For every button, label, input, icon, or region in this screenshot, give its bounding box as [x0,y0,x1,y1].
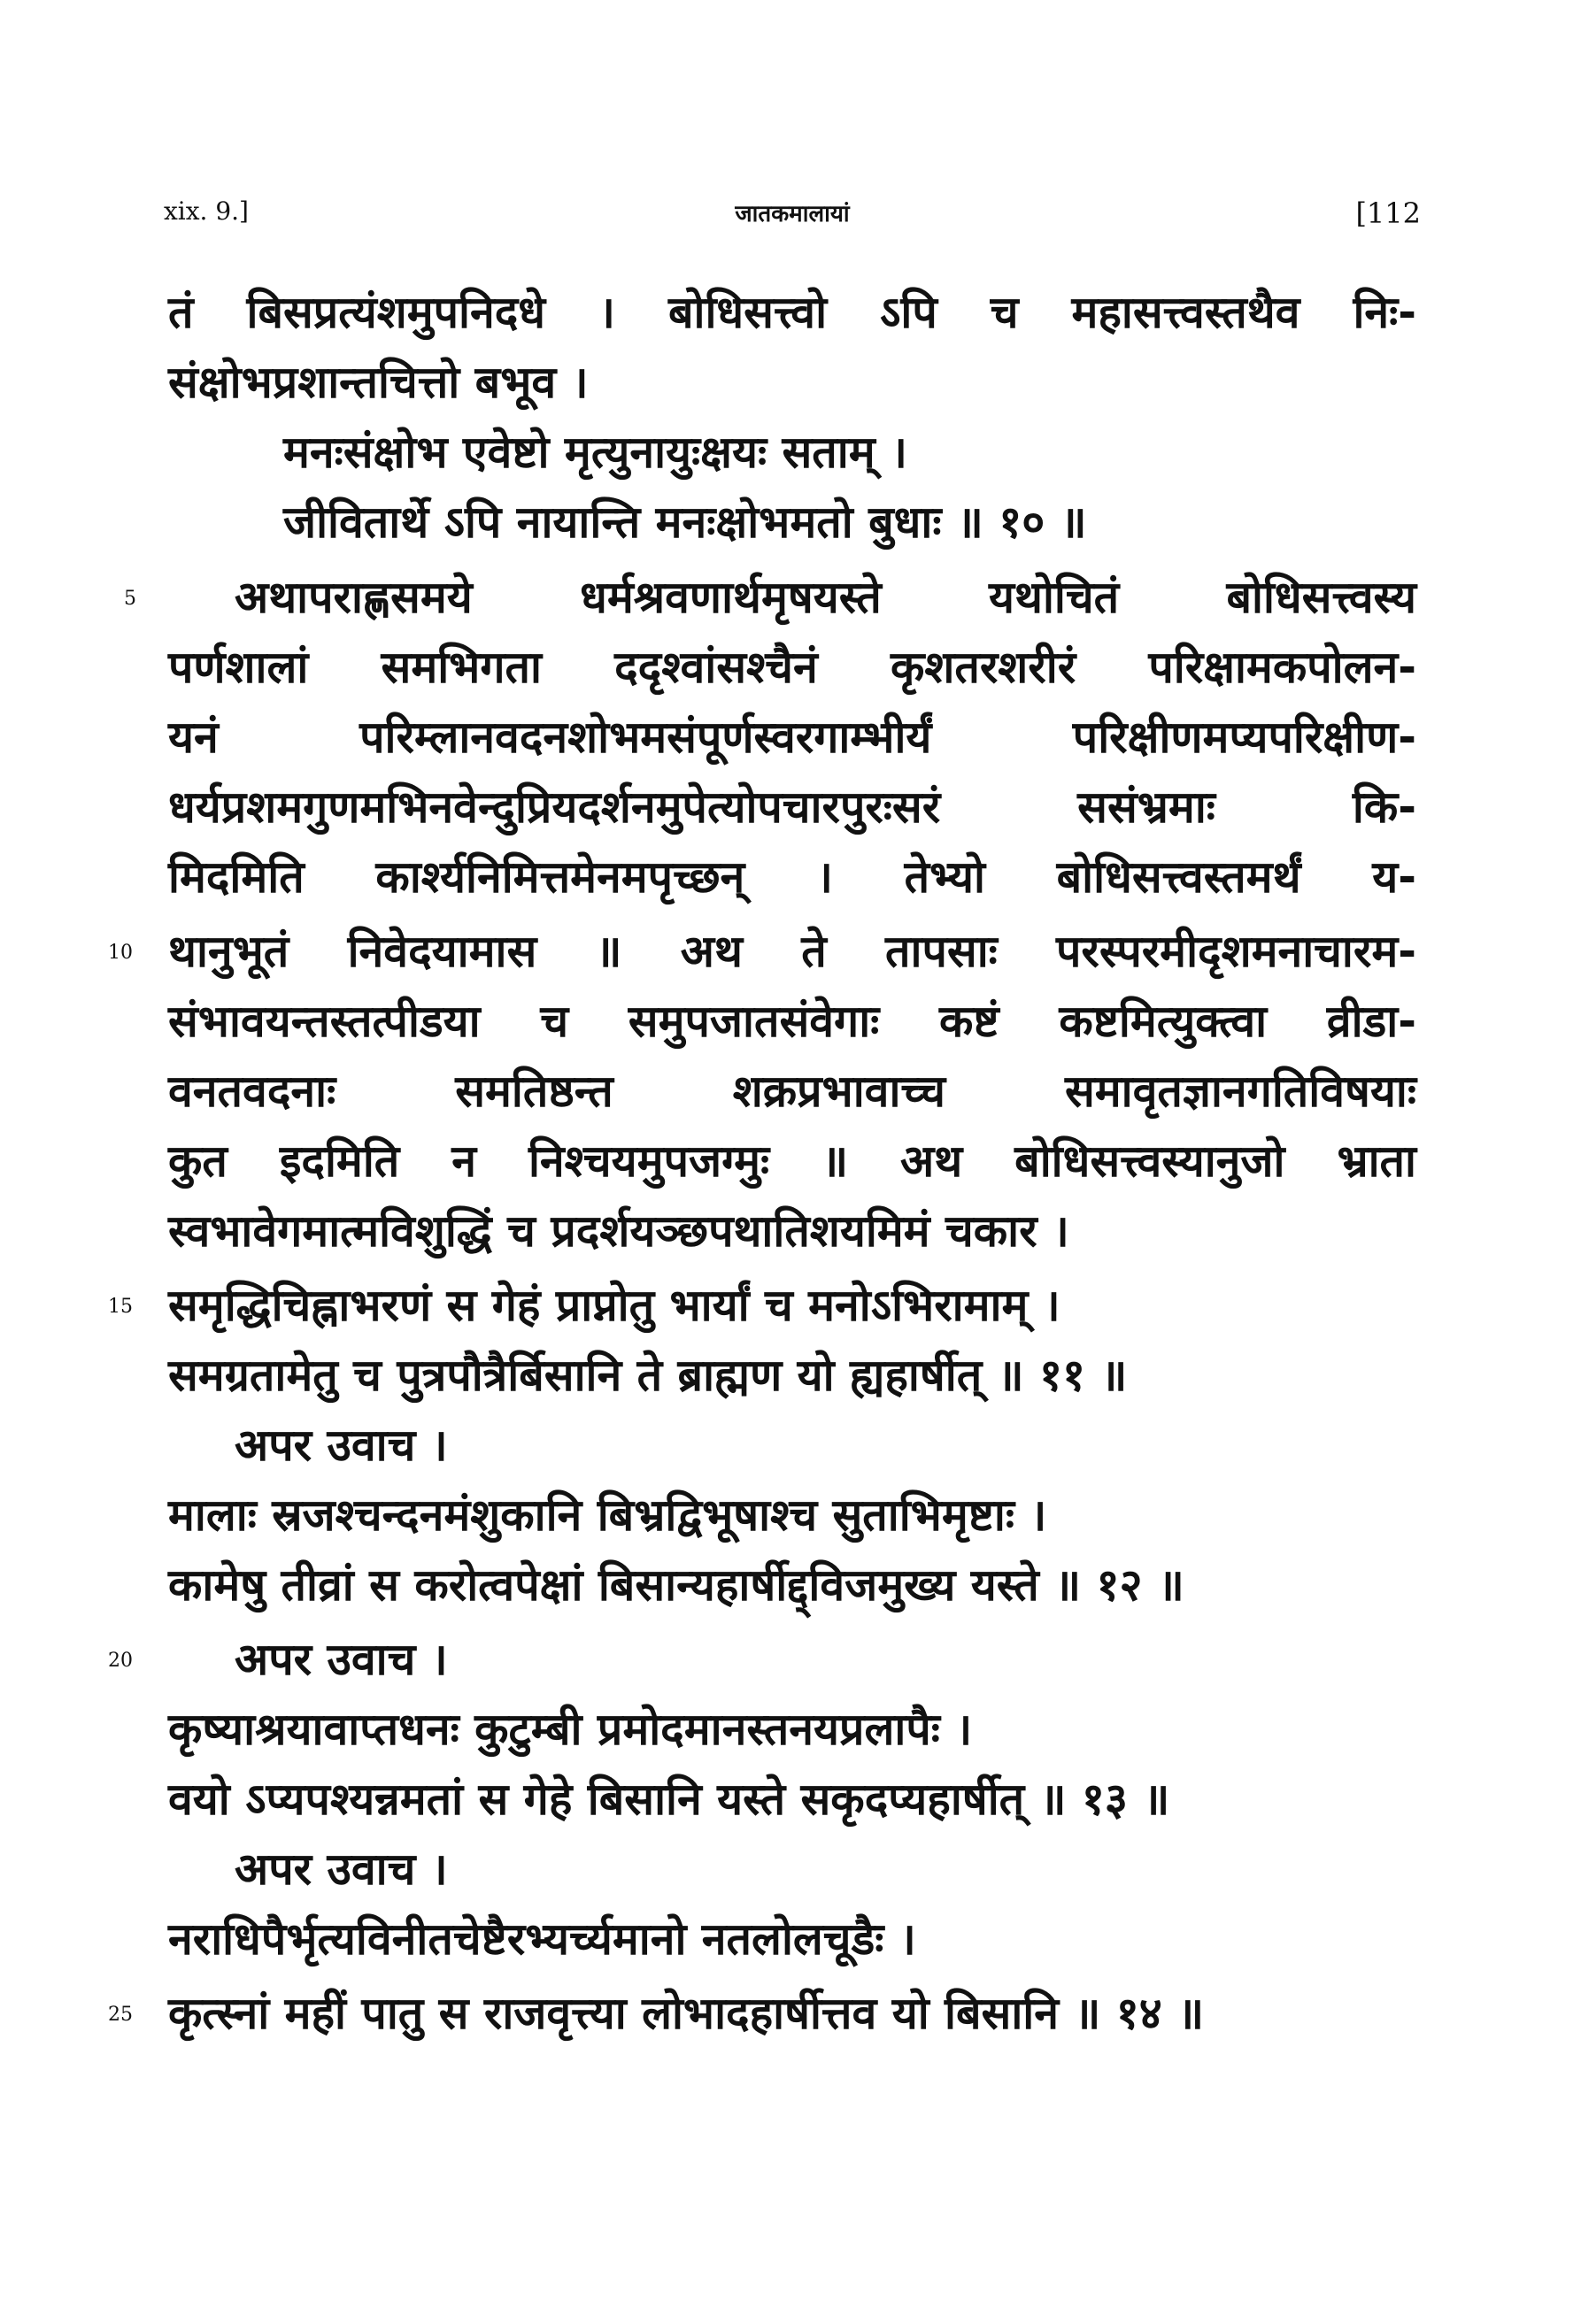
verse-line: मनःसंक्षोभ एवेष्टो मृत्युनायुःक्षयः सताम् । [283,427,907,478]
verse-line: कामेषु तीव्रां स करोत्वपेक्षां बिसान्यहार्षीद्द्विजमुख्य यस्ते ॥ १२ ॥ [168,1559,1184,1611]
speaker-line: अपर उवाच । [235,1634,448,1685]
verse-line: कृष्याश्रयावाप्तधनः कुटुम्बी प्रमोदमानस्तनयप्रलापैः । [168,1704,973,1755]
verse-line: जीवितार्थे ऽपि नायान्ति मनःक्षोभमतो बुधाः ॥ १० ॥ [283,496,1087,548]
text-line: स्वभावेगमात्मविशुद्धिं च प्रदर्शयञ्छपथातिशयमिमं चकार । [168,1205,1069,1257]
text-line: संक्षोभप्रशान्तचित्तो बभूव । [168,357,589,408]
text-line: तं बिसप्रत्यंशमुपनिदधे । बोधिसत्त्वो ऽपि च महासत्त्वस्तथैव निः- [168,287,1416,338]
section-reference: xix. 9.] [164,196,249,226]
text-line: मिदमिति कार्श्यनिमित्तमेनमपृच्छन् । तेभ्यो बोधिसत्त्वस्तमर्थं य- [168,851,1416,903]
verse-line: वयो ऽप्यपश्यन्नमतां स गेहे बिसानि यस्ते सकृदप्यहार्षीत् ॥ १३ ॥ [168,1774,1170,1825]
text-line: अथापराह्णसमये धर्मश्रवणार्थमृषयस्ते यथोचितं बोधिसत्त्वस्य [235,572,1416,623]
text-line: वनतवदनाः समतिष्ठन्त शक्रप्रभावाच्च समावृतज्ञानगतिविषयाः [168,1066,1416,1117]
text-line: यनं परिम्लानवदनशोभमसंपूर्णस्वरगाम्भीर्यं परिक्षीणमप्यपरिक्षीण- [168,712,1416,763]
text-line: संभावयन्तस्तत्पीडया च समुपजातसंवेगाः कष्टं कष्टमित्युक्त्वा व्रीडा- [168,996,1416,1047]
margin-line-number: 5 [124,588,136,610]
verse-line: समृद्धिचिह्नाभरणं स गेहं प्राप्नोतु भार्यां च मनोऽभिरामाम् । [168,1280,1060,1331]
verse-line: समग्रतामेतु च पुत्रपौत्रैर्बिसानि ते ब्राह्मण यो ह्यहार्षीत् ॥ ११ ॥ [168,1350,1128,1401]
text-line: कुत इदमिति न निश्चयमुपजग्मुः ॥ अथ बोधिसत्त्वस्यानुजो भ्राता [168,1135,1416,1187]
verse-line: कृत्स्नां महीं पातु स राजवृत्त्या लोभादहार्षीत्तव यो बिसानि ॥ १४ ॥ [168,1988,1205,2039]
running-title: जातकमालायां [735,201,850,227]
page-number: [112 [1355,196,1421,230]
speaker-line: अपर उवाच । [235,1420,448,1471]
speaker-line: अपर उवाच । [235,1843,448,1895]
running-header [164,196,1421,241]
text-line: थानुभूतं निवेदयामास ॥ अथ ते तापसाः परस्परमीदृशमनाचारम- [168,926,1416,977]
text-line: पर्णशालां समभिगता ददृश्वांसश्चैनं कृशतरशरीरं परिक्षामकपोलन- [168,642,1416,693]
margin-line-number: 15 [108,1296,133,1318]
margin-line-number: 25 [108,2004,133,2026]
verse-line: मालाः स्रजश्चन्दनमंशुकानि बिभ्रद्विभूषाश्च सुताभिमृष्टाः । [168,1489,1047,1541]
margin-line-number: 20 [108,1650,133,1672]
verse-line: नराधिपैर्भृत्यविनीतचेष्टैरभ्यर्च्यमानो नतलोलचूडैः । [168,1913,916,1965]
margin-line-number: 10 [108,942,133,964]
text-line: धर्यप्रशमगुणमभिनवेन्दुप्रियदर्शनमुपेत्योपचारपुरःसरं ससंभ्रमाः कि- [168,781,1416,833]
